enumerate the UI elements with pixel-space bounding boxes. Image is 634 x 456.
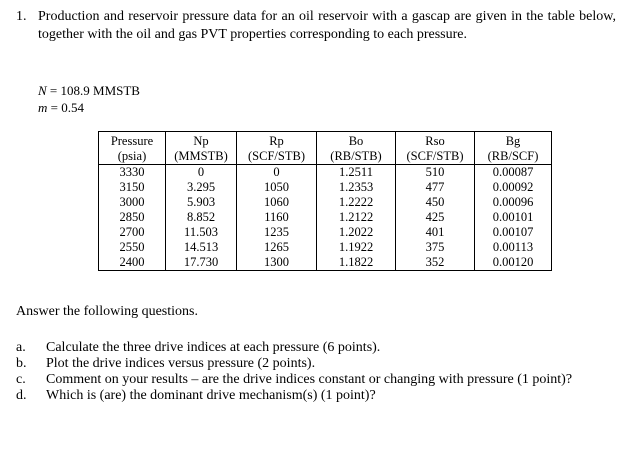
- table-row: [99, 210, 552, 225]
- unit-pressure: (psia): [99, 149, 166, 165]
- table-cell: 1160: [237, 210, 317, 225]
- question-text: Calculate the three drive indices at each pressure (6 points).: [46, 340, 381, 355]
- question-text: Comment on your results – are the drive indices constant or changing with pressure (1 point)?: [46, 372, 573, 387]
- table-cell: 3000: [99, 195, 166, 210]
- table-row: [99, 225, 552, 240]
- given-N: [38, 82, 140, 99]
- question-text: Which is (are) the dominant drive mechanism(s) (1 point)?: [46, 388, 376, 403]
- table-row: [99, 240, 552, 255]
- question-label: b.: [16, 356, 27, 371]
- table-cell: 2400: [99, 255, 166, 271]
- question-text: Plot the drive indices versus pressure (2 points).: [46, 356, 316, 371]
- given-values: [38, 82, 140, 116]
- question-label: c.: [16, 372, 26, 387]
- table-cell: 1235: [237, 225, 317, 240]
- table-cell: 0.00101: [475, 210, 552, 225]
- unit-bo: (RB/STB): [317, 149, 396, 165]
- header-row-1: [99, 132, 552, 150]
- problem-text: Production and reservoir pressure data for an oil reservoir with a gascap are given in the table below, together with the oil and gas PVT properties corresponding to each pressure.: [38, 9, 616, 42]
- header-bo: Bo: [317, 132, 396, 150]
- question-c: [16, 372, 616, 388]
- table-cell: 0.00096: [475, 195, 552, 210]
- question-b: [16, 356, 616, 372]
- question-list: [16, 340, 616, 404]
- table-cell: 0.00087: [475, 165, 552, 181]
- question-label: d.: [16, 388, 27, 403]
- table-cell: 1050: [237, 180, 317, 195]
- table-cell: 1.2511: [317, 165, 396, 181]
- table-cell: 0: [166, 165, 237, 181]
- table-cell: 0.00120: [475, 255, 552, 271]
- table-row: [99, 255, 552, 271]
- header-pressure: Pressure: [99, 132, 166, 150]
- question-label: a.: [16, 340, 26, 355]
- unit-rso: (SCF/STB): [396, 149, 475, 165]
- unit-rp: (SCF/STB): [237, 149, 317, 165]
- table-cell: 3330: [99, 165, 166, 181]
- table-cell: 8.852: [166, 210, 237, 225]
- unit-bg: (RB/SCF): [475, 149, 552, 165]
- table-cell: 1.2122: [317, 210, 396, 225]
- table-cell: 1.1822: [317, 255, 396, 271]
- table-row: [99, 195, 552, 210]
- header-row-2: [99, 149, 552, 165]
- table-cell: 0.00092: [475, 180, 552, 195]
- given-m: [38, 99, 140, 116]
- m-symbol: m: [38, 100, 48, 115]
- table-cell: 3.295: [166, 180, 237, 195]
- table-cell: 375: [396, 240, 475, 255]
- m-value: = 0.54: [50, 100, 84, 115]
- table-cell: 11.503: [166, 225, 237, 240]
- table-cell: 2700: [99, 225, 166, 240]
- table-cell: 3150: [99, 180, 166, 195]
- problem-number: 1.: [16, 9, 27, 24]
- header-np: Np: [166, 132, 237, 150]
- table-cell: 477: [396, 180, 475, 195]
- table-cell: 2850: [99, 210, 166, 225]
- table-cell: 401: [396, 225, 475, 240]
- table-cell: 1265: [237, 240, 317, 255]
- table-cell: 1.1922: [317, 240, 396, 255]
- table-cell: 14.513: [166, 240, 237, 255]
- question-d: [16, 388, 616, 404]
- table-cell: 1.2353: [317, 180, 396, 195]
- header-rp: Rp: [237, 132, 317, 150]
- table-cell: 0.00107: [475, 225, 552, 240]
- table-cell: 2550: [99, 240, 166, 255]
- table-cell: 425: [396, 210, 475, 225]
- question-a: [16, 340, 616, 356]
- table-cell: 5.903: [166, 195, 237, 210]
- table-cell: 510: [396, 165, 475, 181]
- table-cell: 352: [396, 255, 475, 271]
- header-bg: Bg: [475, 132, 552, 150]
- pvt-data-table: [98, 131, 552, 271]
- unit-np: (MMSTB): [166, 149, 237, 165]
- N-symbol: N: [38, 83, 47, 98]
- table-row: [99, 180, 552, 195]
- table-cell: 0: [237, 165, 317, 181]
- answer-prompt: Answer the following questions.: [16, 304, 198, 319]
- table-cell: 1300: [237, 255, 317, 271]
- table-row: [99, 165, 552, 181]
- table-cell: 0.00113: [475, 240, 552, 255]
- header-rso: Rso: [396, 132, 475, 150]
- table-cell: 1.2222: [317, 195, 396, 210]
- table-cell: 1.2022: [317, 225, 396, 240]
- table-cell: 450: [396, 195, 475, 210]
- table-cell: 1060: [237, 195, 317, 210]
- N-value: = 108.9 MMSTB: [46, 83, 140, 98]
- problem-statement: [16, 8, 616, 44]
- table-cell: 17.730: [166, 255, 237, 271]
